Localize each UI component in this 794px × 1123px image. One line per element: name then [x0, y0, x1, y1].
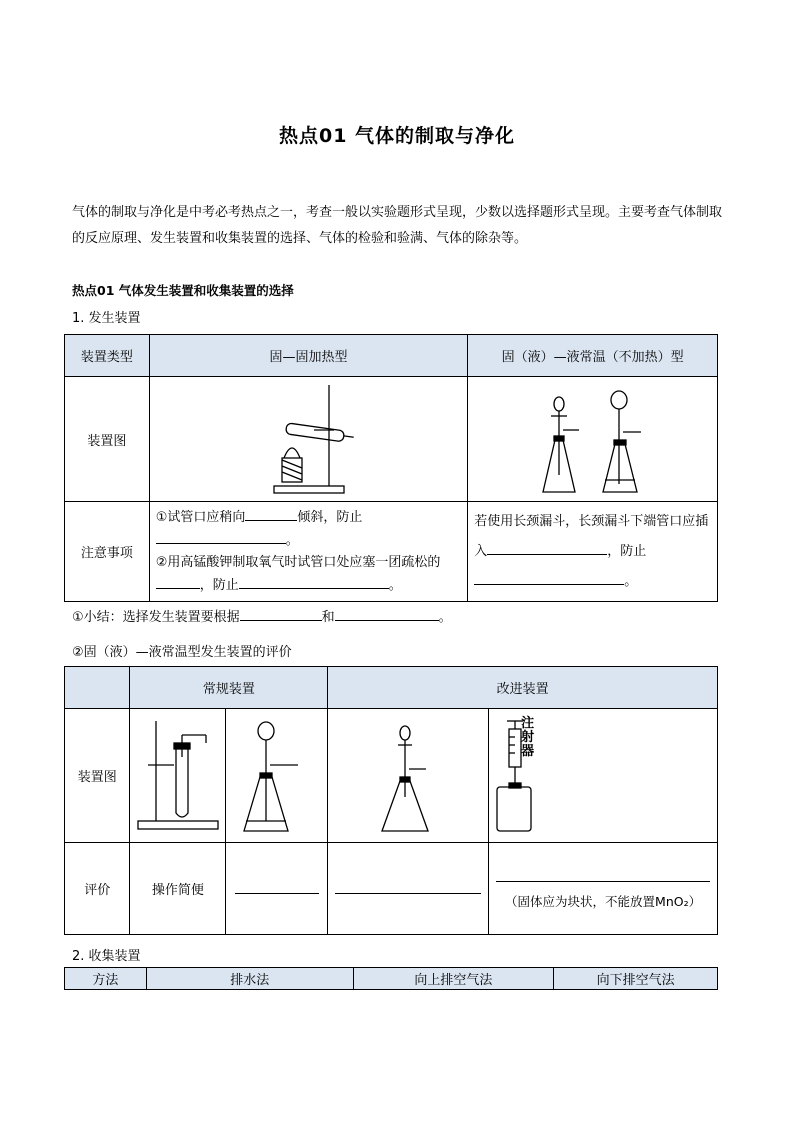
eval-note: （固体应为块状，不能放置MnO₂）: [505, 894, 702, 909]
header-water: 排水法: [146, 968, 353, 990]
liquid-apparatus-diagram: [523, 380, 663, 498]
flask-apparatus: [226, 709, 328, 843]
notes-solid-heat: [149, 502, 468, 602]
blank-prevent-1[interactable]: [156, 529, 286, 544]
flask-diagram: [232, 717, 322, 835]
generation-device-table: [64, 334, 718, 602]
header-downward-air: 向下排空气法: [554, 968, 718, 990]
test-tube-diagram: [136, 717, 220, 835]
eval-cell-4: [489, 843, 718, 935]
blank-tilt-direction[interactable]: [245, 506, 297, 521]
note3-a: 若使用长颈漏斗，长颈漏斗下端管口应插入: [474, 513, 709, 559]
header-type: 装置类型: [65, 335, 150, 377]
evaluation-table: [64, 666, 718, 935]
header-improved: 改进装置: [328, 667, 718, 709]
row-label-diagram: 装置图: [65, 377, 150, 502]
summary-a: ①小结：选择发生装置要根据: [72, 610, 240, 625]
eval-simple: 操作简便: [130, 843, 226, 935]
subsection-generation: 1. 发生装置: [72, 311, 141, 326]
collection-table: [64, 967, 718, 990]
blank-eval-3[interactable]: [335, 879, 481, 894]
note1-end: 。: [285, 533, 299, 548]
syringe-label: 注射器: [521, 715, 535, 759]
note2-a: ②用高锰酸钾制取氧气时试管口处应塞一团疏松的: [155, 555, 441, 570]
row-label-notes: 注意事项: [65, 502, 150, 602]
test-tube-apparatus: [130, 709, 226, 843]
note3-end: 。: [624, 573, 638, 589]
blank-summary-2[interactable]: [335, 606, 439, 621]
note3-b: ，防止: [607, 543, 647, 559]
summary-end: 。: [438, 610, 452, 625]
solid-heat-apparatus: [149, 377, 468, 502]
eval-blank-3: [328, 843, 489, 935]
blank-insert[interactable]: [487, 540, 607, 555]
separatory-funnel-apparatus: [328, 709, 489, 843]
row-label-eval: 评价: [65, 843, 130, 935]
liquid-apparatus: [468, 377, 718, 502]
notes-liquid: [468, 502, 718, 602]
note1-b: 倾斜，防止: [297, 510, 363, 525]
note2-end: 。: [388, 578, 402, 593]
solid-heat-apparatus-diagram: [254, 380, 364, 498]
header-blank: [65, 667, 130, 709]
blank-eval-4[interactable]: [496, 867, 710, 882]
blank-cotton[interactable]: [156, 574, 200, 589]
header-upward-air: 向上排空气法: [353, 968, 554, 990]
evaluation-title: ②固（液）—液常温型发生装置的评价: [72, 645, 292, 660]
intro-paragraph: 气体的制取与净化是中考必考热点之一，考查一般以实验题形式呈现，少数以选择题形式呈现。主要考查气体制取的反应原理、发生装置和收集装置的选择、气体的检验和验满、气体的除杂等。: [72, 205, 723, 246]
blank-prevent-3[interactable]: [474, 570, 624, 585]
eval-blank-2: [226, 843, 328, 935]
row-label-diagram-2: 装置图: [65, 709, 130, 843]
header-normal: 常规装置: [130, 667, 328, 709]
header-solid-heat: 固—固加热型: [149, 335, 468, 377]
summary-b: 和: [321, 610, 335, 625]
subsection-collection: 2. 收集装置: [72, 949, 141, 964]
summary-line: [72, 606, 452, 625]
header-liquid: 固（液）—液常温（不加热）型: [468, 335, 718, 377]
blank-eval-2[interactable]: [235, 879, 319, 894]
page-title: 热点01 气体的制取与净化: [278, 125, 516, 147]
separatory-funnel-diagram: [372, 717, 444, 835]
note1-a: ①试管口应稍向: [155, 510, 246, 525]
section-heading: 热点01 气体发生装置和收集装置的选择: [72, 283, 294, 298]
note2-b: ，防止: [199, 578, 239, 593]
blank-prevent-2[interactable]: [239, 574, 389, 589]
blank-summary-1[interactable]: [240, 606, 322, 621]
syringe-apparatus: [489, 709, 718, 843]
header-method: 方法: [65, 968, 147, 990]
